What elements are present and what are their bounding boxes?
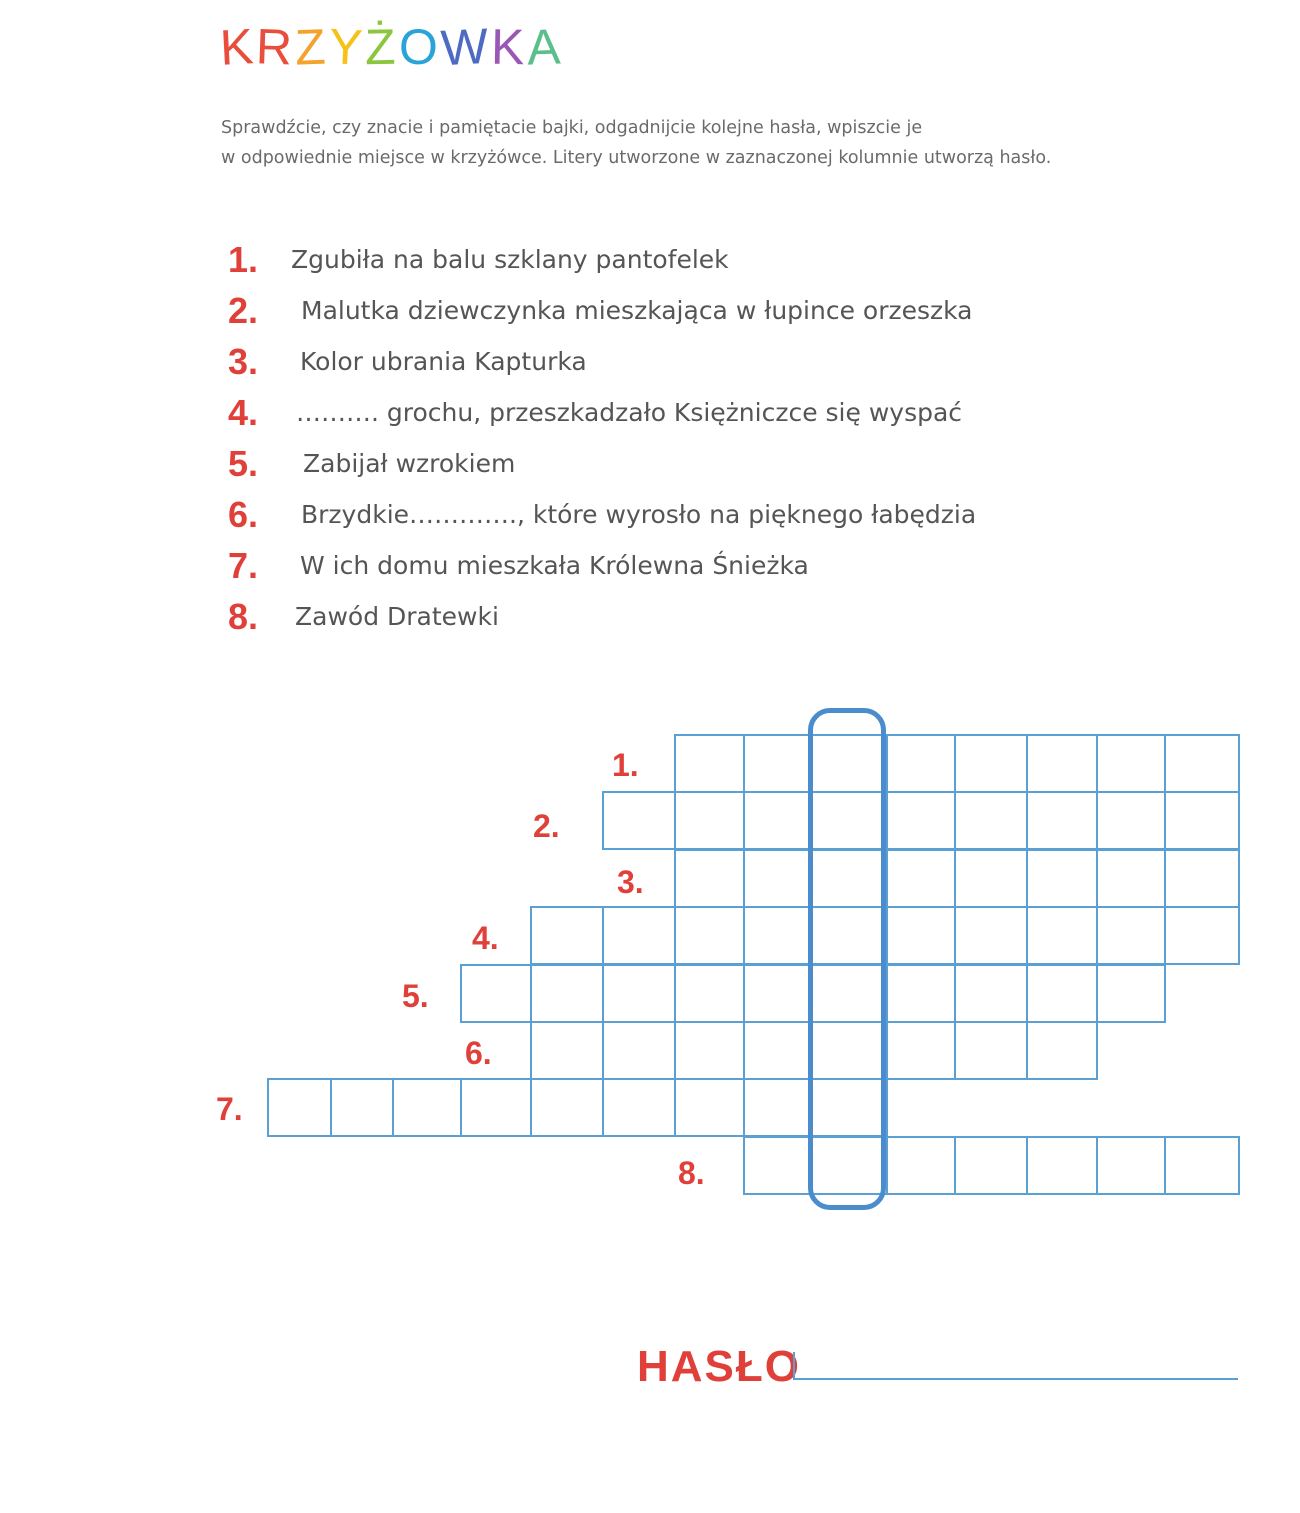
crossword-cell[interactable] [743, 1078, 812, 1137]
crossword-cell[interactable] [1026, 849, 1098, 908]
clue-number: 5. [228, 443, 259, 484]
crossword-cell[interactable] [530, 1078, 604, 1137]
crossword-cell[interactable] [602, 906, 676, 965]
crossword-cell[interactable] [674, 906, 745, 965]
clue-text: Kolor ubrania Kapturka [300, 347, 587, 376]
crossword-cell[interactable] [530, 1021, 604, 1080]
clue-number: 6. [228, 494, 259, 535]
clue-number: 1. [228, 239, 259, 280]
crossword-cell[interactable] [460, 964, 532, 1023]
title-letter: Z [294, 18, 330, 76]
crossword-cell[interactable] [1164, 1136, 1240, 1195]
crossword-cell-highlight[interactable] [810, 1078, 888, 1137]
clue-text: Zawód Dratewki [295, 602, 499, 631]
crossword-cell[interactable] [886, 1021, 956, 1080]
crossword-cell[interactable] [1026, 906, 1098, 965]
crossword-cell[interactable] [1026, 734, 1098, 793]
row-label: 2. [533, 808, 560, 844]
crossword-cell[interactable] [1026, 964, 1098, 1023]
clue-text: Brzydkie…………., które wyrosło na pięknego łabędzia [301, 500, 977, 529]
row-label: 5. [402, 978, 429, 1014]
crossword-cell[interactable] [530, 964, 604, 1023]
crossword-cell[interactable] [674, 849, 745, 908]
clue-number: 7. [228, 545, 259, 586]
crossword-cell[interactable] [886, 734, 956, 793]
title-letter: A [526, 18, 565, 76]
crossword-cell[interactable] [954, 791, 1028, 850]
crossword-cell[interactable] [1096, 906, 1166, 965]
crossword-cell[interactable] [743, 1136, 812, 1195]
crossword-cell[interactable] [674, 964, 745, 1023]
crossword-cell[interactable] [602, 964, 676, 1023]
crossword-cell[interactable] [1096, 734, 1166, 793]
crossword-cell[interactable] [674, 791, 745, 850]
crossword-cell-highlight[interactable] [810, 906, 888, 965]
crossword-cell[interactable] [954, 1136, 1028, 1195]
clue-number: 8. [228, 596, 259, 637]
crossword-cell-highlight[interactable] [810, 791, 888, 850]
crossword-cell[interactable] [1164, 791, 1240, 850]
title-letter: K [218, 18, 258, 76]
crossword-cell[interactable] [602, 1078, 676, 1137]
crossword-cell[interactable] [743, 964, 812, 1023]
crossword-cell[interactable] [743, 906, 812, 965]
crossword-cell-highlight[interactable] [810, 1021, 888, 1080]
crossword-cell[interactable] [267, 1078, 332, 1137]
clue-text: Zgubiła na balu szklany pantofelek [291, 245, 729, 274]
crossword-cell[interactable] [954, 849, 1028, 908]
crossword-cell-highlight[interactable] [810, 734, 888, 793]
crossword-cell[interactable] [674, 1021, 745, 1080]
crossword-cell[interactable] [674, 734, 745, 793]
clue-text: Zabijał wzrokiem [303, 449, 516, 478]
crossword-cell[interactable] [1096, 791, 1166, 850]
crossword-cell[interactable] [743, 1021, 812, 1080]
crossword-cell[interactable] [954, 906, 1028, 965]
crossword-cell[interactable] [1026, 1136, 1098, 1195]
row-label: 4. [472, 920, 499, 956]
crossword-cell-highlight[interactable] [810, 849, 888, 908]
title-letter: K [490, 18, 528, 76]
crossword-cell[interactable] [954, 964, 1028, 1023]
crossword-cell[interactable] [602, 1021, 676, 1080]
clue-text: ………. grochu, przeszkadzało Księżniczce się wyspać [296, 398, 963, 427]
instructions-line-2: w odpowiednie miejsce w krzyżówce. Litery utworzone w zaznaczonej kolumnie utworzą hasło. [221, 148, 1052, 168]
crossword-cell[interactable] [530, 906, 604, 965]
answer-input-line[interactable] [793, 1352, 1238, 1380]
crossword-cell[interactable] [1096, 964, 1166, 1023]
clue-number: 2. [228, 290, 259, 331]
crossword-cell[interactable] [674, 1078, 745, 1137]
crossword-cell[interactable] [886, 964, 956, 1023]
clue-number: 4. [228, 392, 259, 433]
crossword-cell[interactable] [392, 1078, 462, 1137]
crossword-cell[interactable] [602, 791, 676, 850]
crossword-cell[interactable] [1096, 1136, 1166, 1195]
crossword-cell[interactable] [743, 849, 812, 908]
crossword-cell[interactable] [1026, 1021, 1098, 1080]
title-letter: O [397, 18, 442, 76]
crossword-cell[interactable] [1026, 791, 1098, 850]
clue-text: Malutka dziewczynka mieszkająca w łupince orzeszka [301, 296, 973, 325]
crossword-cell[interactable] [1164, 906, 1240, 965]
crossword-cell[interactable] [886, 906, 956, 965]
row-label: 3. [617, 864, 644, 900]
crossword-cell[interactable] [460, 1078, 532, 1137]
title-letter: Ż [364, 18, 400, 76]
crossword-cell[interactable] [1164, 849, 1240, 908]
crossword-cell[interactable] [743, 734, 812, 793]
crossword-cell[interactable] [954, 734, 1028, 793]
title-letter: R [255, 18, 297, 76]
instructions-line-1: Sprawdźcie, czy znacie i pamiętacie bajki, odgadnijcie kolejne hasła, wpiszcie je [221, 118, 923, 138]
clue-text: W ich domu mieszkała Królewna Śnieżka [300, 551, 809, 580]
crossword-cell[interactable] [1164, 734, 1240, 793]
row-label: 7. [216, 1091, 243, 1127]
crossword-cell[interactable] [1096, 849, 1166, 908]
row-label: 6. [465, 1035, 492, 1071]
crossword-cell[interactable] [743, 791, 812, 850]
crossword-cell[interactable] [886, 1136, 956, 1195]
row-label: 1. [612, 747, 639, 783]
crossword-cell[interactable] [886, 849, 956, 908]
crossword-cell[interactable] [954, 1021, 1028, 1080]
title-letter: W [439, 17, 493, 77]
answer-label: HASŁO [637, 1342, 801, 1391]
clue-number: 3. [228, 341, 259, 382]
crossword-cell-highlight[interactable] [810, 1136, 888, 1195]
title-letter: Y [327, 18, 367, 76]
row-label: 8. [678, 1155, 705, 1191]
crossword-cell[interactable] [886, 791, 956, 850]
crossword-cell-highlight[interactable] [810, 964, 888, 1023]
crossword-cell[interactable] [330, 1078, 394, 1137]
